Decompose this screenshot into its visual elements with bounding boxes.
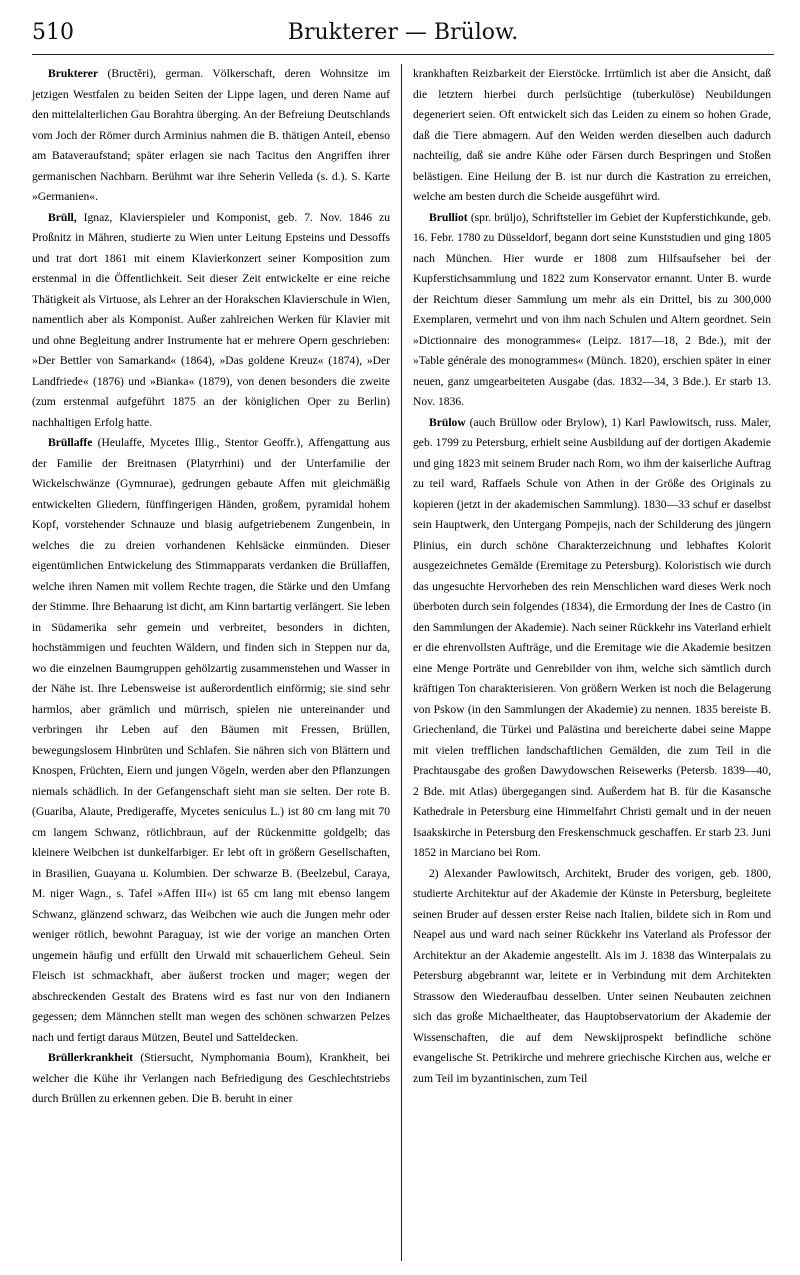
running-title: Brukterer — Brülow. [287,20,519,45]
entry-brukterer [32,64,390,208]
entry-lemma: Brülow [429,415,466,429]
entry-text: (Stiersucht, Nymphomania Boum), Krankheit, bei welcher die Kühe ihr Verlangen nach Befriedigung des Geschlechtstriebs durch Brüllen zu erkennen geben. Die B. beruht in einer [32,1051,390,1105]
page-header [32,14,774,55]
entry-text: 2) Alexander Pawlowitsch, Architekt, Bruder des vorigen, geb. 1800, studierte Architektur auf der Akademie der Künste in Petersburg, begleitete seinen Bruder auf dessen erster Reise nach Italien, bildete sich in Rom und Neapel aus und ward nach seiner Rückkehr ins Vaterland als Professor der Architektur an der Akademie angestellt. Als im J. 1838 das Winterpalais zu Petersburg abgebrannt war, leitete er in Verbindung mit dem Architekten Strassow den Wiederaufbau desselben. Unter seinen Neubauten zeichnen sich das große Michaeltheater, das Hauptobservatorium der Akademie der Wissenschaften, die auf dem Newskijprospekt befindliche schöne evangelische St. Petrikirche und mehrere griechische Kirchen aus, welche er zum Teil im byzantinischen, zum Teil [413,866,771,1085]
entry-bruelow [413,413,771,864]
entry-text: (spr. brüljo), Schriftsteller im Gebiet der Kupferstichkunde, geb. 16. Febr. 1780 zu Düsseldorf, begann dort seine Kunststudien und ging 1805 nach München. Hier wurde er 1808 zum Hilfsaufseher bei der Kupferstichsammlung und 1822 zum Konservator ernannt. Unter B. wurde der Reichtum dieser Sammlung um mehr als ein Drittel, bis zu 300,000 Exemplaren, vermehrt und von ihm nach Schulen und Altern geordnet. Sein »Dictionnaire des monogrammes« (Leipz. 1817—18, 2 Bde.), mit der »Table générale des monogrammes« (Münch. 1820), erschien später in einer neuen, ganz umgearbeiteten Ausgabe (das. 1832—34, 3 Bde.). Er starb 13. Nov. 1836. [413,210,771,408]
entry-brulliot [413,208,771,413]
entry-text: Ignaz, Klavierspieler und Komponist, geb. 7. Nov. 1846 zu Proßnitz in Mähren, studierte zu Wien unter Leitung Epsteins und Dessoffs und trat dort 1861 mit einem Klavierkonzert seiner Komposition zum erstenmal in die Öffentlichkeit. Seit dieser Zeit entwickelte er eine reiche Thätigkeit als Virtuose, als Lehrer an der Horakschen Klavierschule in Wien, namentlich aber als Komponist. Außer zahlreichen Werken für Klavier mit und ohne Begleitung andrer Instrumente hat er mehrere Opern geschrieben: »Der Bettler von Samarkand« (1864), »Das goldene Kreuz« (1874), »Der Landfriede« (1876) und »Bianka« (1879), von denen besonders die zweite (zum erstenmal aufgeführt 1875 an der königlichen Oper zu Berlin) nachhaltigen Erfolg hatte. [32,210,390,429]
entry-continuation [413,64,771,208]
column-divider [401,64,402,1261]
entry-text: (Bructĕri), german. Völkerschaft, deren Wohnsitze im jetzigen Westfalen zu beiden Seiten der Lippe lagen, und deren Name auf den mittelalterlichen Gau Borahtra überging. An der Befreiung Deutschlands vom Joch der Römer durch Arminius nahmen die B. thätigen Anteil, ebenso am Bataveraufstand; später erlagen sie nach Tacitus den Angriffen ihrer germanischen Nachbarn. Berühmt war ihre Seherin Velleda (s. d.). S. Karte »Germanien«. [32,67,390,203]
entry-lemma: Brüll, [48,210,77,224]
entry-bruelow-2 [413,864,771,1090]
entry-bruell [32,208,390,434]
entry-lemma: Brulliot [429,210,468,224]
right-column [413,64,771,1261]
text-columns [32,64,774,1261]
entry-text: krankhaften Reizbarkeit der Eierstöcke. Irrtümlich ist aber die Ansicht, daß die letztern hierbei durch perlsüchtige (tuberkulöse) Neubildungen degeneriert seien. Oft entwickelt sich das Leiden zu einem so hohen Grade, daß die Tiere abmagern. Auf den Weiden werden dieselben auch dadurch nachteilig, daß sie andre Kühe oder Färsen durch Bespringen und Stoßen belästigen. Eine Heilung der B. ist nur durch die Kastration zu erreichen, welche am besten durch die Scheide ausgeführt wird. [413,67,771,203]
entry-lemma: Brukterer [48,67,99,80]
left-column [32,64,390,1261]
entry-bruellerkrankheit [32,1048,390,1110]
entry-bruellaffe [32,433,390,1048]
entry-text: (auch Brüllow oder Brylow), 1) Karl Pawlowitsch, russ. Maler, geb. 1799 zu Petersburg, erhielt seine Ausbildung auf der dortigen Akademie und ging 1823 mit seinem Bruder nach Rom, wo ihm der kaiserliche Auftrag zu teil ward, Raffaels Schule von Athen in der Größe des Originals zu kopieren (jetzt in der akademischen Sammlung). 1830—33 schuf er daselbst sein Hauptwerk, den Untergang Pompejis, nach der Schilderung des jüngern Plinius, ein durch schöne Charakterzeichnung und lebhaftes Kolorit ausgezeichnetes Gemälde (Eremitage zu Petersburg). Koloristisch wie durch das ungesuchte Hervorheben des rein Menschlichen ward dieses Werk noch überboten durch sein folgendes (1834), die Ermordung der Ines de Castro (in den Sammlungen der Akademie). Nach seiner Rückkehr ins Vaterland erhielt er die ehrenvollsten Aufträge, und die Eremitage wie die Akademie besitzen eine Menge Porträte und Genrebilder von ihm, welche sich sämtlich durch kräftigen Ton charakterisieren. Von größern Werken ist noch die Belagerung von Pskow (in den Sammlungen der Akademie) zu nennen. 1835 bereiste B. Griechenland, die Türkei und Palästina und bereicherte dabei seine Mappe mit vielen trefflichen landschaftlichen Gemälden, die zum Teil in die Prachtausgabe des großen Dawydowschen Reisewerks (Petersb. 1839—40, 2 Bde. mit Atlas) übergegangen sind. Außerdem hat B. für die Kasansche Kathedrale in Petersburg eine Himmelfahrt Christi gemalt und in der neuen Isaakskirche in Petersburg den Freskenschmuck geschaffen. Er starb 23. Juni 1852 in Marciano bei Rom. [413,415,771,859]
entry-lemma: Brüllerkrankheit [48,1051,134,1064]
entry-text: (Heulaffe, Mycetes Illig., Stentor Geoffr.), Affengattung aus der Familie der Breitnasen (Platyrrhini) und der Unterfamilie der Wickelschwänze (Gymnurae), gedrungen gebaute Affen mit gleichmäßig entwickelten Gliedern, fünffingerigen Händen, großem, pyramidal hohem Kopf, vorstehender Schnauze und blasig aufgetriebenem Zungenbein, in welches die zu dreien vorhandenen Kehlsäcke einmünden. Dieser eigentümlichen Entwickelung des Stimmapparats verdanken die Brüllaffen, welche ihren Namen mit vollem Rechte tragen, die Stärke und den Umfang der Stimme. Ihre Behaarung ist dicht, am Kinn bartartig verlängert. Sie leben in Südamerika sehr gemein und verbreitet, besonders in dichten, hochstämmigen und feuchten Wäldern, und finden sich in Steppen nur da, wo die einzelnen Baumgruppen gehölzartig zusammenstehen und Wasser in der Nähe ist. Ihre Lebensweise ist außerordentlich einförmig; sie sind sehr harmlos, aber grämlich und mürrisch, spielen nie untereinander und verbringen ihr Leben auf den Bäumen mit Fressen, Brüllen, bewegungslosem Hinbrüten und Schlafen. Sie nähren sich von Blättern und Knospen, Früchten, Eiern und jungen Vögeln, werden aber den Pflanzungen niemals schädlich. In der Gefangenschaft sieht man sie selten. Der rote B. (Guariba, Alaute, Predigeraffe, Mycetes seniculus L.) ist 80 cm lang mit 70 cm langem Schwanz, rötlichbraun, auf der Rückenmitte goldgelb; das kleinere Weibchen ist dunkelfarbiger. Er lebt oft in größern Gesellschaften, in Brasilien, Guayana u. Kolumbien. Der schwarze B. (Beelzebul, Caraya, M. niger Wagn., s. Tafel »Affen III«) ist 65 cm lang mit ebenso langem Schwanz, glänzend schwarz, das Weibchen wie auch die Jungen mehr oder weniger rötlich, bewohnt Paraguay, ist wie der vorige an manchen Orten ungemein häufig und erfüllt den Urwald mit schauerlichem Geheul. Sein Fleisch ist schmackhaft, aber äußerst trocken und mager; wegen der abschreckenden Gestalt des Bratens wird es fast nur von den Indianern gegessen; dem Männchen stellt man wegen des schönen schwarzen Pelzes nach und fertigt daraus Mützen, Beutel und Satteldecken. [32,436,391,1044]
page-number: 510 [32,20,74,45]
entry-lemma: Brüllaffe [48,436,93,449]
